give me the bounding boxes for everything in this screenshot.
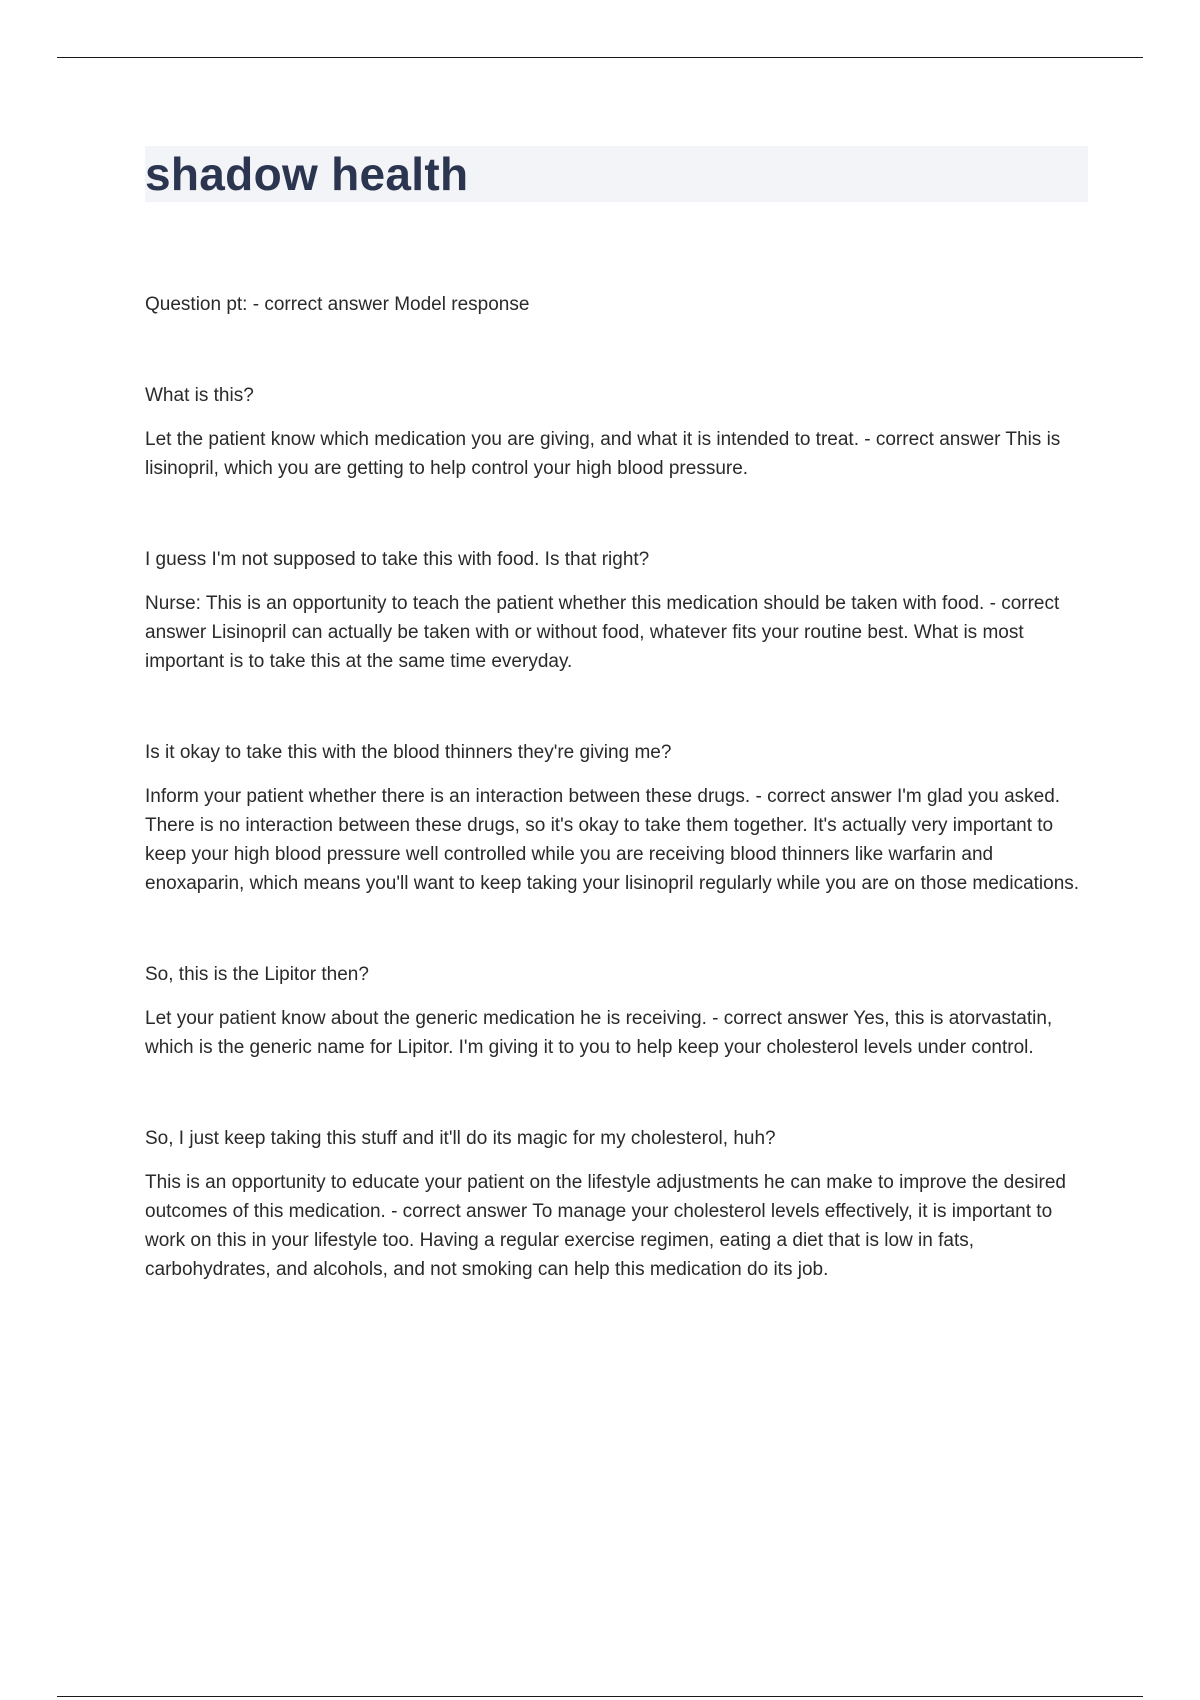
question-text: So, this is the Lipitor then?	[145, 964, 369, 985]
answer-text: Let the patient know which medication you are giving, and what it is intended to treat. - correct answer This is lisinopril, which you are getting to help control your high blood pressure.	[145, 429, 1061, 479]
title-band	[145, 146, 1088, 202]
bottom-rule	[57, 1696, 1143, 1697]
qa-item	[145, 960, 1088, 1062]
question-text: Is it okay to take this with the blood thinners they're giving me?	[145, 742, 672, 763]
document-body	[145, 146, 1088, 1284]
document-title: shadow health	[145, 148, 469, 200]
answer-text: Inform your patient whether there is an interaction between these drugs. - correct answer I'm glad you asked. There is no interaction between these drugs, so it's okay to take them together. It's actually very important to keep your high blood pressure well controlled while you are receiving blood thinners like warfarin and enoxaparin, which means you'll want to keep taking your lisinopril regularly while you are on those medications.	[145, 786, 1080, 894]
answer-text: Let your patient know about the generic medication he is receiving. - correct answer Yes, this is atorvastatin, which is the generic name for Lipitor. I'm giving it to you to help keep your cholesterol levels under control.	[145, 1008, 1053, 1058]
question-text: I guess I'm not supposed to take this with food. Is that right?	[145, 549, 650, 570]
intro-line: Question pt: - correct answer Model response	[145, 294, 530, 315]
question-text: So, I just keep taking this stuff and it'll do its magic for my cholesterol, huh?	[145, 1128, 776, 1149]
qa-item	[145, 738, 1088, 898]
answer-text: This is an opportunity to educate your patient on the lifestyle adjustments he can make to improve the desired outcomes of this medication. - correct answer To manage your cholesterol levels effectively, it is important to work on this in your lifestyle too. Having a regular exercise regimen, eating a diet that is low in fats, carbohydrates, and alcohols, and not smoking can help this medication do its job.	[145, 1172, 1066, 1280]
answer-text: Nurse: This is an opportunity to teach the patient whether this medication should be taken with food. - correct answer Lisinopril can actually be taken with or without food, whatever fits your routine best. What is most important is to take this at the same time everyday.	[145, 593, 1060, 672]
qa-item	[145, 381, 1088, 483]
top-rule	[57, 57, 1143, 58]
qa-item	[145, 1124, 1088, 1284]
qa-item	[145, 545, 1088, 676]
question-text: What is this?	[145, 385, 254, 406]
